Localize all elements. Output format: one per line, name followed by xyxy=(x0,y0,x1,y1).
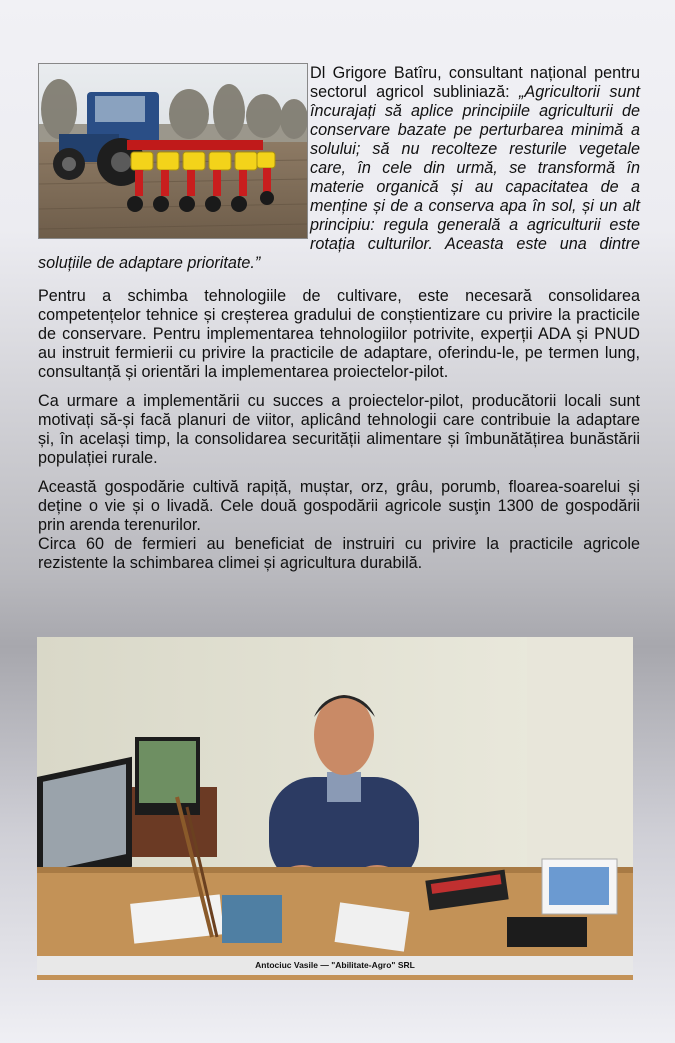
photo-caption: Antociuc Vasile — "Abilitate-Agro" SRL xyxy=(37,956,633,975)
intro-quote: „Agricultorii sunt încurajați să aplice principiile agriculturii de conservare bazate pe perturbarea minimă a solului; să nu recolteze resturile vegetale care, în cele din urmă, se transformă în materie organică și au capacitatea de a menține și de a conserva apa în sol, și un alt principiu: regula generală a agriculturii este rotația culturilor. Aceasta este una dintre soluțiile de adaptare prioritate.” xyxy=(38,83,640,272)
paragraph-crops: Această gospodărie cultivă rapiță, muștar, orz, grâu, porumb, floarea-soarelui și deține o vie și o livadă. Cele două gospodării agricole susţin 1300 de gospodării prin arenda terenurilor. xyxy=(38,478,640,534)
office-portrait-photo xyxy=(37,637,633,980)
photo-spacer xyxy=(38,64,310,242)
paragraph-competences: Pentru a schimba tehnologiile de cultivare, este necesară consolidarea competențelor tehnice și creșterea gradului de conștientizare cu privire la practicile de conservare. Pentru implementarea tehnologiilor potrivite, experții ADA și PNUD au instruit fermierii cu privire la practicile de adaptare, oferindu-le, pe termen lung, consultanță și orientări la implementarea proiectelor-pilot. xyxy=(38,287,640,381)
intro-quote-block xyxy=(38,64,640,273)
paragraph-trainings: Circa 60 de fermieri au beneficiat de instruiri cu privire la practicile agricole rezistente la schimbarea climei și agricultura durabilă. xyxy=(38,535,640,572)
paragraph-pilot-projects: Ca urmare a implementării cu succes a proiectelor-pilot, producătorii locali sunt motivați să-și facă planuri de viitor, aplicând tehnologii care contribuie la adaptare și, în același timp, la consolidarea securității alimentare și îmbunătățirea bunăstării populației rurale. xyxy=(38,392,640,467)
intro-lead: Dl Grigore Batîru, consultant național pentru sectorul agricol subliniază: xyxy=(310,64,640,101)
